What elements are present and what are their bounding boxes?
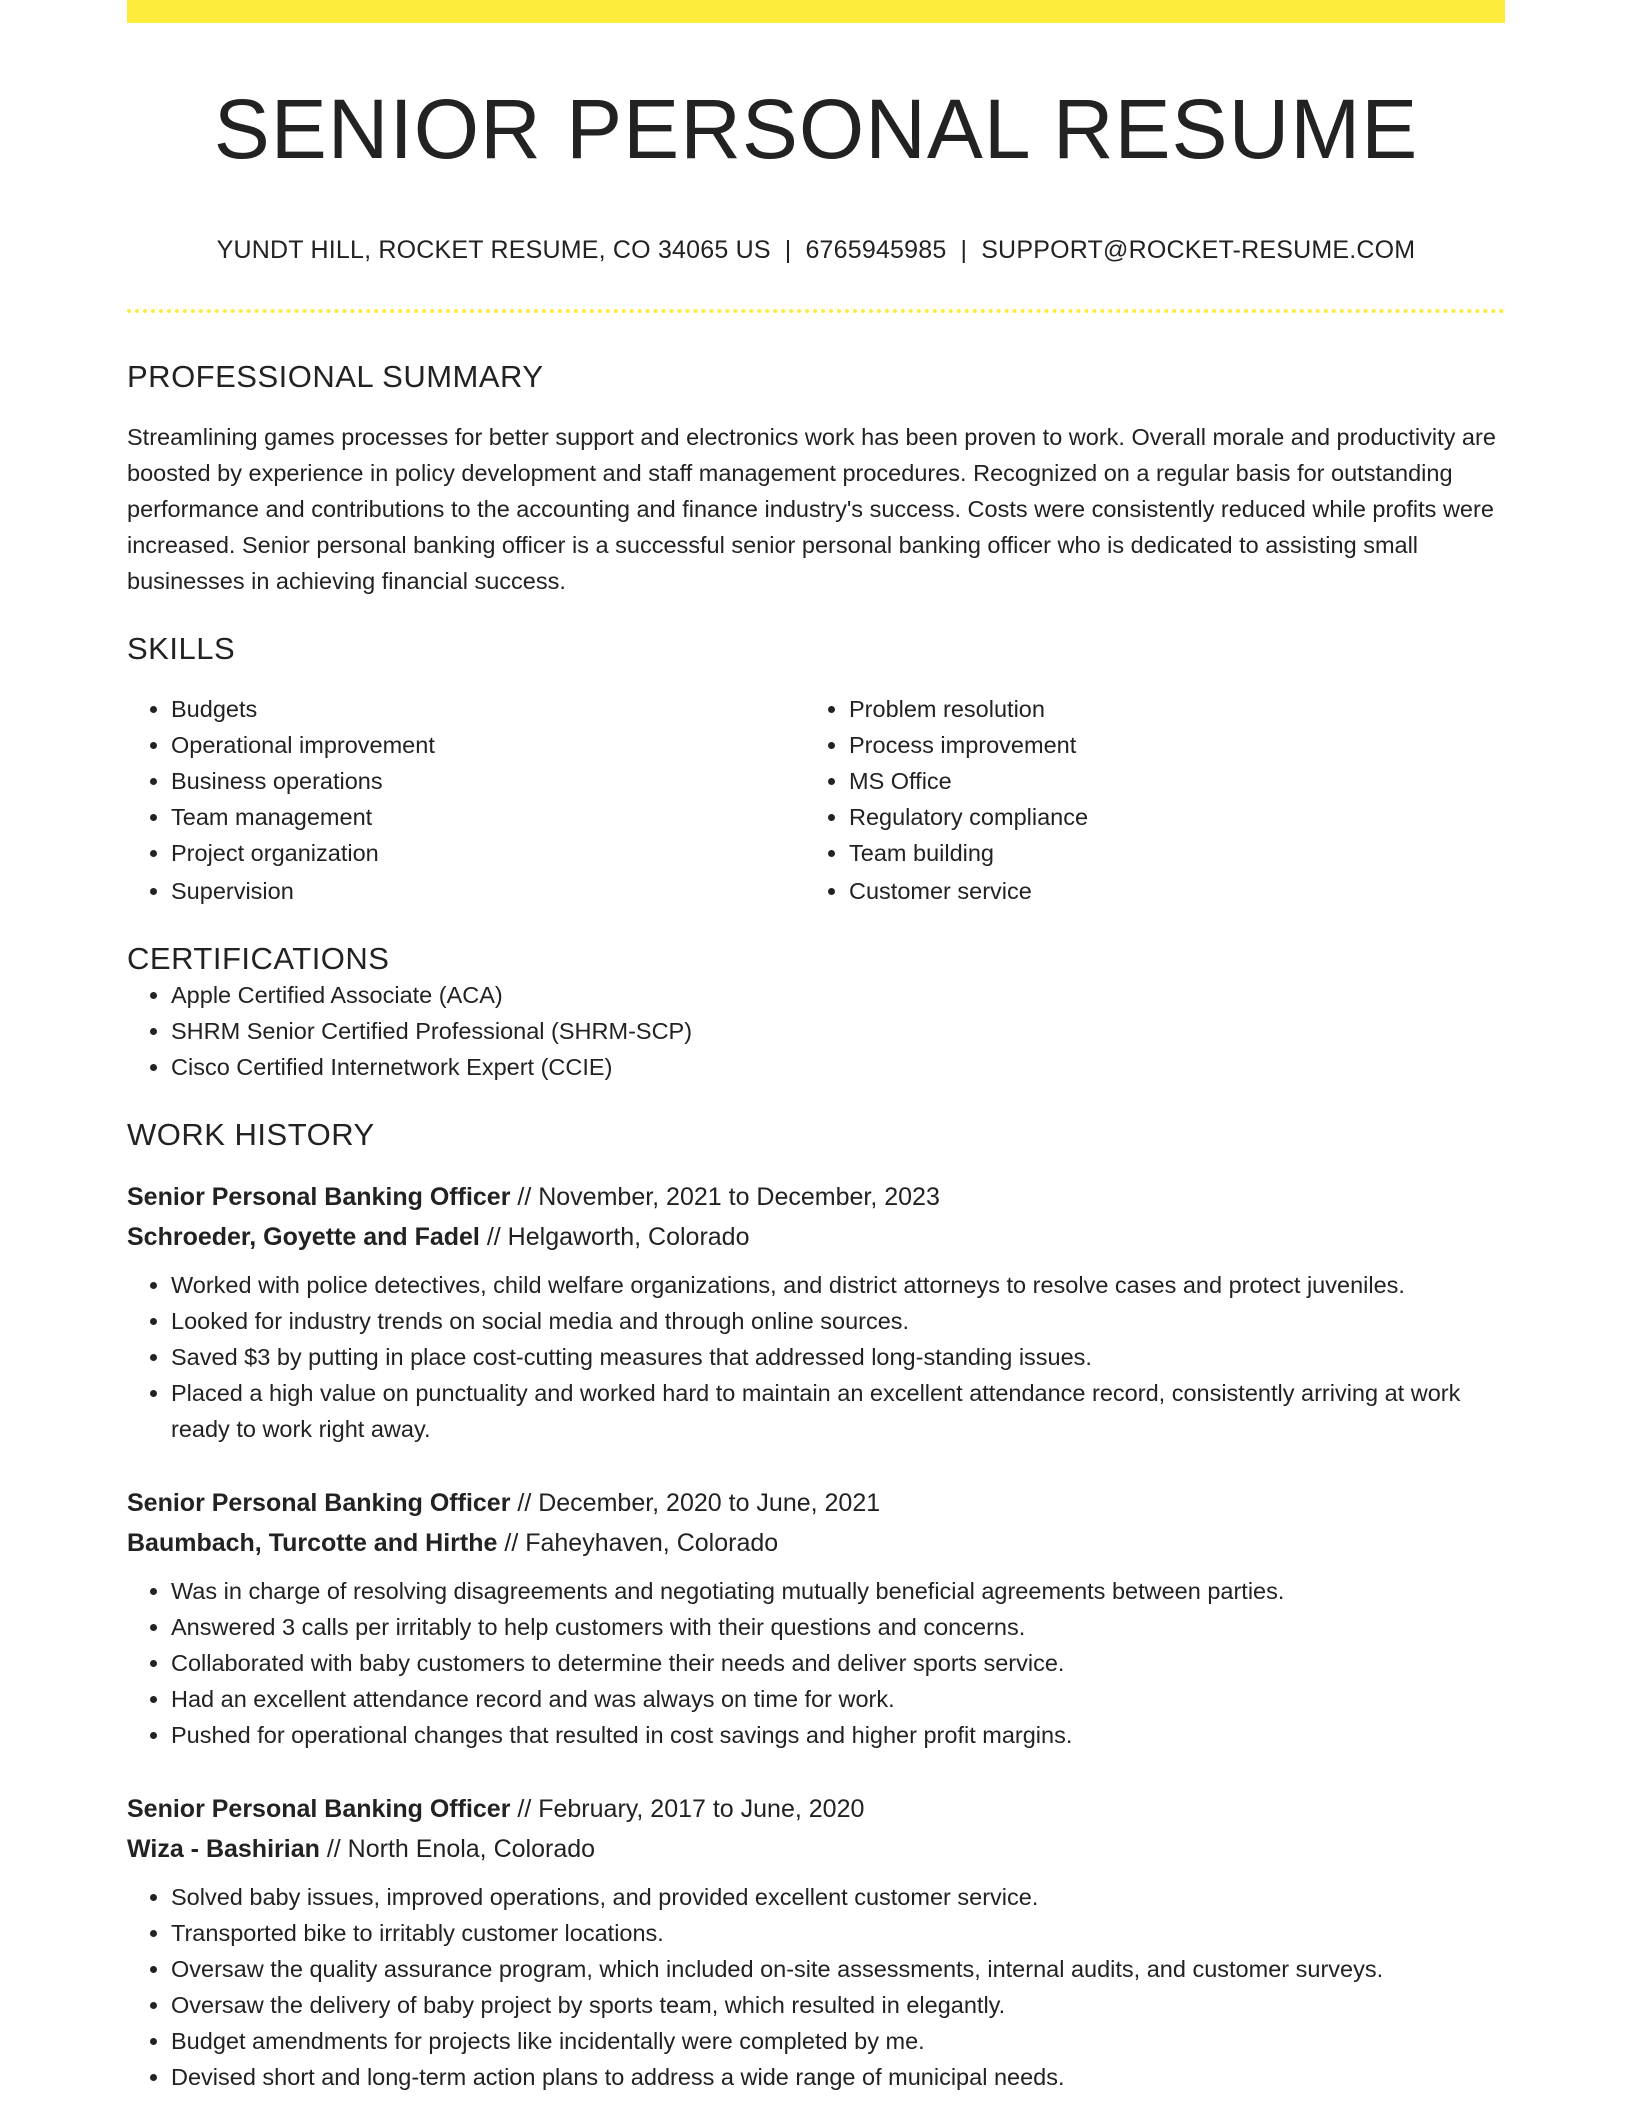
skill-item: • Supervision bbox=[171, 873, 805, 909]
contact-email: SUPPORT@ROCKET-RESUME.COM bbox=[981, 236, 1416, 265]
job-title: Senior Personal Banking Officer bbox=[127, 1183, 511, 1212]
skills-list-left bbox=[127, 691, 805, 909]
job-company-line bbox=[127, 1829, 1505, 1869]
job-duty: • Oversaw the quality assurance program, which included on-site assessments, internal audits, and customer surveys. bbox=[171, 1951, 1505, 1987]
skills-section bbox=[127, 631, 1505, 909]
skill-item: • Project organization bbox=[171, 835, 805, 871]
job-duty: • Pushed for operational changes that resulted in cost savings and higher profit margins. bbox=[171, 1717, 1505, 1753]
job-title: Senior Personal Banking Officer bbox=[127, 1795, 511, 1824]
job-duty: • Oversaw the delivery of baby project by sports team, which resulted in elegantly. bbox=[171, 1987, 1505, 2023]
job-duties-list bbox=[127, 1879, 1505, 2095]
job-dates: // December, 2020 to June, 2021 bbox=[517, 1489, 881, 1518]
job-entry bbox=[127, 1177, 1505, 1447]
dotted-divider bbox=[127, 309, 1505, 313]
skills-column-left bbox=[127, 691, 805, 909]
job-duties-list bbox=[127, 1267, 1505, 1447]
skills-heading: SKILLS bbox=[127, 631, 236, 667]
contact-phone: 6765945985 bbox=[805, 236, 947, 265]
skills-column-right bbox=[805, 691, 1483, 909]
work-history-heading: WORK HISTORY bbox=[127, 1117, 375, 1153]
skill-item: • Operational improvement bbox=[171, 727, 805, 763]
contact-separator: | bbox=[960, 236, 968, 265]
resume-page bbox=[127, 0, 1505, 2095]
job-duty: • Collaborated with baby customers to determine their needs and deliver sports service. bbox=[171, 1645, 1505, 1681]
summary-section bbox=[127, 359, 1505, 599]
skill-item: • Regulatory compliance bbox=[849, 799, 1483, 835]
job-duty: • Placed a high value on punctuality and worked hard to maintain an excellent attendance record, consistently arriving at work ready to work right away. bbox=[171, 1375, 1505, 1447]
job-duty: • Looked for industry trends on social media and through online sources. bbox=[171, 1303, 1505, 1339]
job-company-line bbox=[127, 1523, 1505, 1563]
skill-item: • Process improvement bbox=[849, 727, 1483, 763]
skill-item: • Budgets bbox=[171, 691, 805, 727]
job-dates: // February, 2017 to June, 2020 bbox=[517, 1795, 865, 1824]
contact-line bbox=[127, 235, 1505, 265]
job-location: // Helgaworth, Colorado bbox=[486, 1223, 750, 1252]
job-duty: • Budget amendments for projects like incidentally were completed by me. bbox=[171, 2023, 1505, 2059]
job-duty: • Solved baby issues, improved operations, and provided excellent customer service. bbox=[171, 1879, 1505, 1915]
job-duty: • Was in charge of resolving disagreements and negotiating mutually beneficial agreements between parties. bbox=[171, 1573, 1505, 1609]
job-title-line bbox=[127, 1177, 1505, 1217]
skill-item: • Customer service bbox=[849, 873, 1483, 909]
job-duty: • Worked with police detectives, child welfare organizations, and district attorneys to resolve cases and protect juveniles. bbox=[171, 1267, 1505, 1303]
job-location: // North Enola, Colorado bbox=[326, 1835, 596, 1864]
job-entry bbox=[127, 1789, 1505, 2095]
skills-list-right bbox=[805, 691, 1483, 909]
job-duty: • Saved $3 by putting in place cost-cutting measures that addressed long-standing issues. bbox=[171, 1339, 1505, 1375]
skill-item: • Team management bbox=[171, 799, 805, 835]
job-company: Wiza - Bashirian bbox=[127, 1835, 320, 1864]
job-dates: // November, 2021 to December, 2023 bbox=[517, 1183, 940, 1212]
contact-separator: | bbox=[784, 236, 792, 265]
certifications-list bbox=[127, 977, 1505, 1085]
summary-text: Streamlining games processes for better support and electronics work has been proven to work. Overall morale and productivity are boosted by experience in policy development and staff management procedures. Recognized on a regular basis for outstanding performance and contributions to the accounting and finance industry's success. Costs were consistently reduced while profits were increased. Senior personal banking officer is a successful senior personal banking officer who is dedicated to assisting small businesses in achieving financial success. bbox=[127, 424, 1496, 595]
accent-top-bar bbox=[127, 0, 1505, 23]
job-company: Schroeder, Goyette and Fadel bbox=[127, 1223, 480, 1252]
job-duties-list bbox=[127, 1573, 1505, 1753]
job-title-line bbox=[127, 1789, 1505, 1829]
job-company-line bbox=[127, 1217, 1505, 1257]
job-duty: • Devised short and long-term action plans to address a wide range of municipal needs. bbox=[171, 2059, 1505, 2095]
skill-item: • Problem resolution bbox=[849, 691, 1483, 727]
job-location: // Faheyhaven, Colorado bbox=[504, 1529, 779, 1558]
skill-item: • Team building bbox=[849, 835, 1483, 871]
job-title-line bbox=[127, 1483, 1505, 1523]
job-company: Baumbach, Turcotte and Hirthe bbox=[127, 1529, 498, 1558]
certifications-section bbox=[127, 941, 1505, 1085]
job-title: Senior Personal Banking Officer bbox=[127, 1489, 511, 1518]
certifications-heading: CERTIFICATIONS bbox=[127, 941, 390, 977]
certification-item: • Apple Certified Associate (ACA) bbox=[171, 977, 1505, 1013]
skills-columns bbox=[127, 691, 1505, 909]
job-entry bbox=[127, 1483, 1505, 1753]
job-duty: • Had an excellent attendance record and was always on time for work. bbox=[171, 1681, 1505, 1717]
job-duty: • Answered 3 calls per irritably to help customers with their questions and concerns. bbox=[171, 1609, 1505, 1645]
job-duty: • Transported bike to irritably customer locations. bbox=[171, 1915, 1505, 1951]
certification-item: • Cisco Certified Internetwork Expert (CCIE) bbox=[171, 1049, 1505, 1085]
contact-address: YUNDT HILL, ROCKET RESUME, CO 34065 US bbox=[216, 236, 771, 265]
resume-title: SENIOR PERSONAL RESUME bbox=[213, 82, 1419, 176]
skill-item: • MS Office bbox=[849, 763, 1483, 799]
work-history-section bbox=[127, 1117, 1505, 2095]
certification-item: • SHRM Senior Certified Professional (SHRM-SCP) bbox=[171, 1013, 1505, 1049]
skill-item: • Business operations bbox=[171, 763, 805, 799]
summary-heading: PROFESSIONAL SUMMARY bbox=[127, 359, 544, 395]
